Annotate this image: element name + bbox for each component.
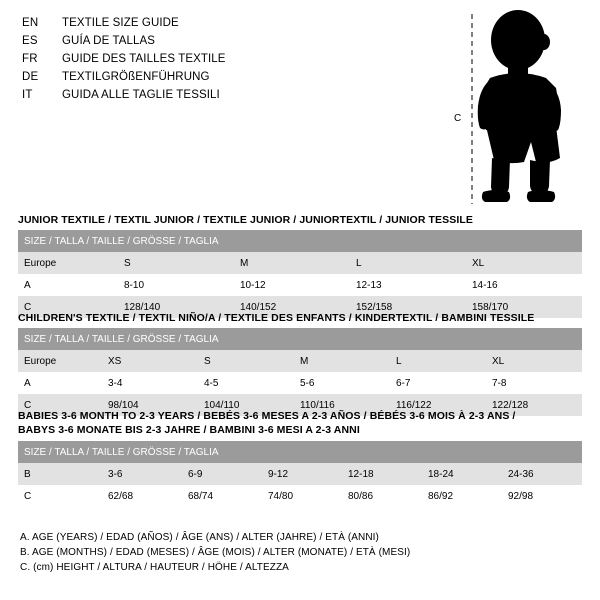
row-label: C — [18, 394, 102, 416]
row-label: C — [18, 296, 118, 318]
baby-silhouette-figure — [430, 8, 595, 208]
language-title: GUÍA DE TALLAS — [62, 35, 156, 47]
cell: 68/74 — [182, 485, 262, 507]
cell: 4-5 — [198, 372, 294, 394]
language-title: GUIDA ALLE TAGLIE TESSILI — [62, 89, 220, 101]
table-row — [18, 274, 582, 296]
row-label: Europe — [18, 252, 118, 274]
language-title: GUIDE DES TAILLES TEXTILE — [62, 53, 226, 65]
height-measure-label: C — [454, 113, 462, 124]
cell: 18-24 — [422, 463, 502, 485]
table-row — [18, 485, 582, 507]
language-code: FR — [22, 53, 38, 65]
language-row — [22, 68, 402, 86]
language-row — [22, 14, 402, 32]
cell: 158/170 — [466, 296, 582, 318]
cell: L — [390, 350, 486, 372]
language-code: ES — [22, 35, 38, 47]
cell: 98/104 — [102, 394, 198, 416]
cell: 122/128 — [486, 394, 582, 416]
language-title: TEXTILGRÖßENFÜHRUNG — [62, 71, 210, 83]
language-code: DE — [22, 71, 39, 83]
row-label: C — [18, 485, 102, 507]
row-label: B — [18, 463, 102, 485]
cell: 104/110 — [198, 394, 294, 416]
legend-block — [20, 530, 580, 575]
table-header-row — [18, 441, 582, 463]
language-title: TEXTILE SIZE GUIDE — [62, 17, 179, 29]
section-junior-textile — [18, 214, 582, 318]
language-code: EN — [22, 17, 39, 29]
table-header-row — [18, 328, 582, 350]
section-title-line2: BABYS 3-6 MONATE BIS 2-3 JAHRE / BAMBINI 3-6 MESI A 2-3 ANNI — [18, 424, 360, 436]
cell: 8-10 — [118, 274, 234, 296]
cell: L — [350, 252, 466, 274]
cell: 6-9 — [182, 463, 262, 485]
cell: XL — [466, 252, 582, 274]
language-row — [22, 32, 402, 50]
table-header-row — [18, 230, 582, 252]
children-size-table — [18, 328, 582, 416]
language-row — [22, 86, 402, 104]
cell: M — [294, 350, 390, 372]
section-title-line1: BABIES 3-6 MONTH TO 2-3 YEARS / BEBÉS 3-6 MESES A 2-3 AÑOS / BÉBÉS 3-6 MOIS À 2-3 ANS / — [18, 410, 516, 422]
row-label: Europe — [18, 350, 102, 372]
row-label: A — [18, 274, 118, 296]
legend-line-b: B. AGE (MONTHS) / EDAD (MESES) / ÂGE (MOIS) / ALTER (MONATE) / ETÀ (MESI) — [20, 547, 411, 558]
table-row — [18, 252, 582, 274]
row-label: A — [18, 372, 102, 394]
cell: 128/140 — [118, 296, 234, 318]
table-header-label: SIZE / TALLA / TAILLE / GRÖSSE / TAGLIA — [18, 441, 582, 463]
table-header-label: SIZE / TALLA / TAILLE / GRÖSSE / TAGLIA — [18, 230, 582, 252]
cell: XL — [486, 350, 582, 372]
table-row — [18, 350, 582, 372]
junior-size-table — [18, 230, 582, 318]
cell: 152/158 — [350, 296, 466, 318]
cell: 14-16 — [466, 274, 582, 296]
cell: 3-4 — [102, 372, 198, 394]
cell: 140/152 — [234, 296, 350, 318]
section-babies-textile — [18, 410, 582, 507]
language-title-block — [22, 14, 402, 104]
legend-line-a: A. AGE (YEARS) / EDAD (AÑOS) / ÂGE (ANS) / ALTER (JAHRE) / ETÀ (ANNI) — [20, 532, 379, 543]
table-row — [18, 463, 582, 485]
cell: S — [118, 252, 234, 274]
section-title: CHILDREN'S TEXTILE / TEXTIL NIÑO/A / TEXTILE DES ENFANTS / KINDERTEXTIL / BAMBINI TESSILE — [18, 312, 535, 324]
cell: 74/80 — [262, 485, 342, 507]
cell: 7-8 — [486, 372, 582, 394]
section-title: JUNIOR TEXTILE / TEXTIL JUNIOR / TEXTILE JUNIOR / JUNIORTEXTIL / JUNIOR TESSILE — [18, 214, 473, 226]
cell: 62/68 — [102, 485, 182, 507]
babies-size-table — [18, 441, 582, 507]
baby-figure-icon — [430, 8, 595, 208]
language-code: IT — [22, 89, 33, 101]
table-row — [18, 372, 582, 394]
cell: S — [198, 350, 294, 372]
cell: 10-12 — [234, 274, 350, 296]
cell: 3-6 — [102, 463, 182, 485]
section-childrens-textile — [18, 312, 582, 416]
cell: M — [234, 252, 350, 274]
cell: 110/116 — [294, 394, 390, 416]
cell: 6-7 — [390, 372, 486, 394]
cell: 24-36 — [502, 463, 582, 485]
cell: 5-6 — [294, 372, 390, 394]
cell: 80/86 — [342, 485, 422, 507]
language-row — [22, 50, 402, 68]
cell: 9-12 — [262, 463, 342, 485]
table-header-label: SIZE / TALLA / TAILLE / GRÖSSE / TAGLIA — [18, 328, 582, 350]
cell: 116/122 — [390, 394, 486, 416]
legend-line-c: C. (cm) HEIGHT / ALTURA / HAUTEUR / HÖHE / ALTEZZA — [20, 562, 289, 573]
cell: 12-13 — [350, 274, 466, 296]
cell: 12-18 — [342, 463, 422, 485]
cell: XS — [102, 350, 198, 372]
cell: 92/98 — [502, 485, 582, 507]
cell: 86/92 — [422, 485, 502, 507]
